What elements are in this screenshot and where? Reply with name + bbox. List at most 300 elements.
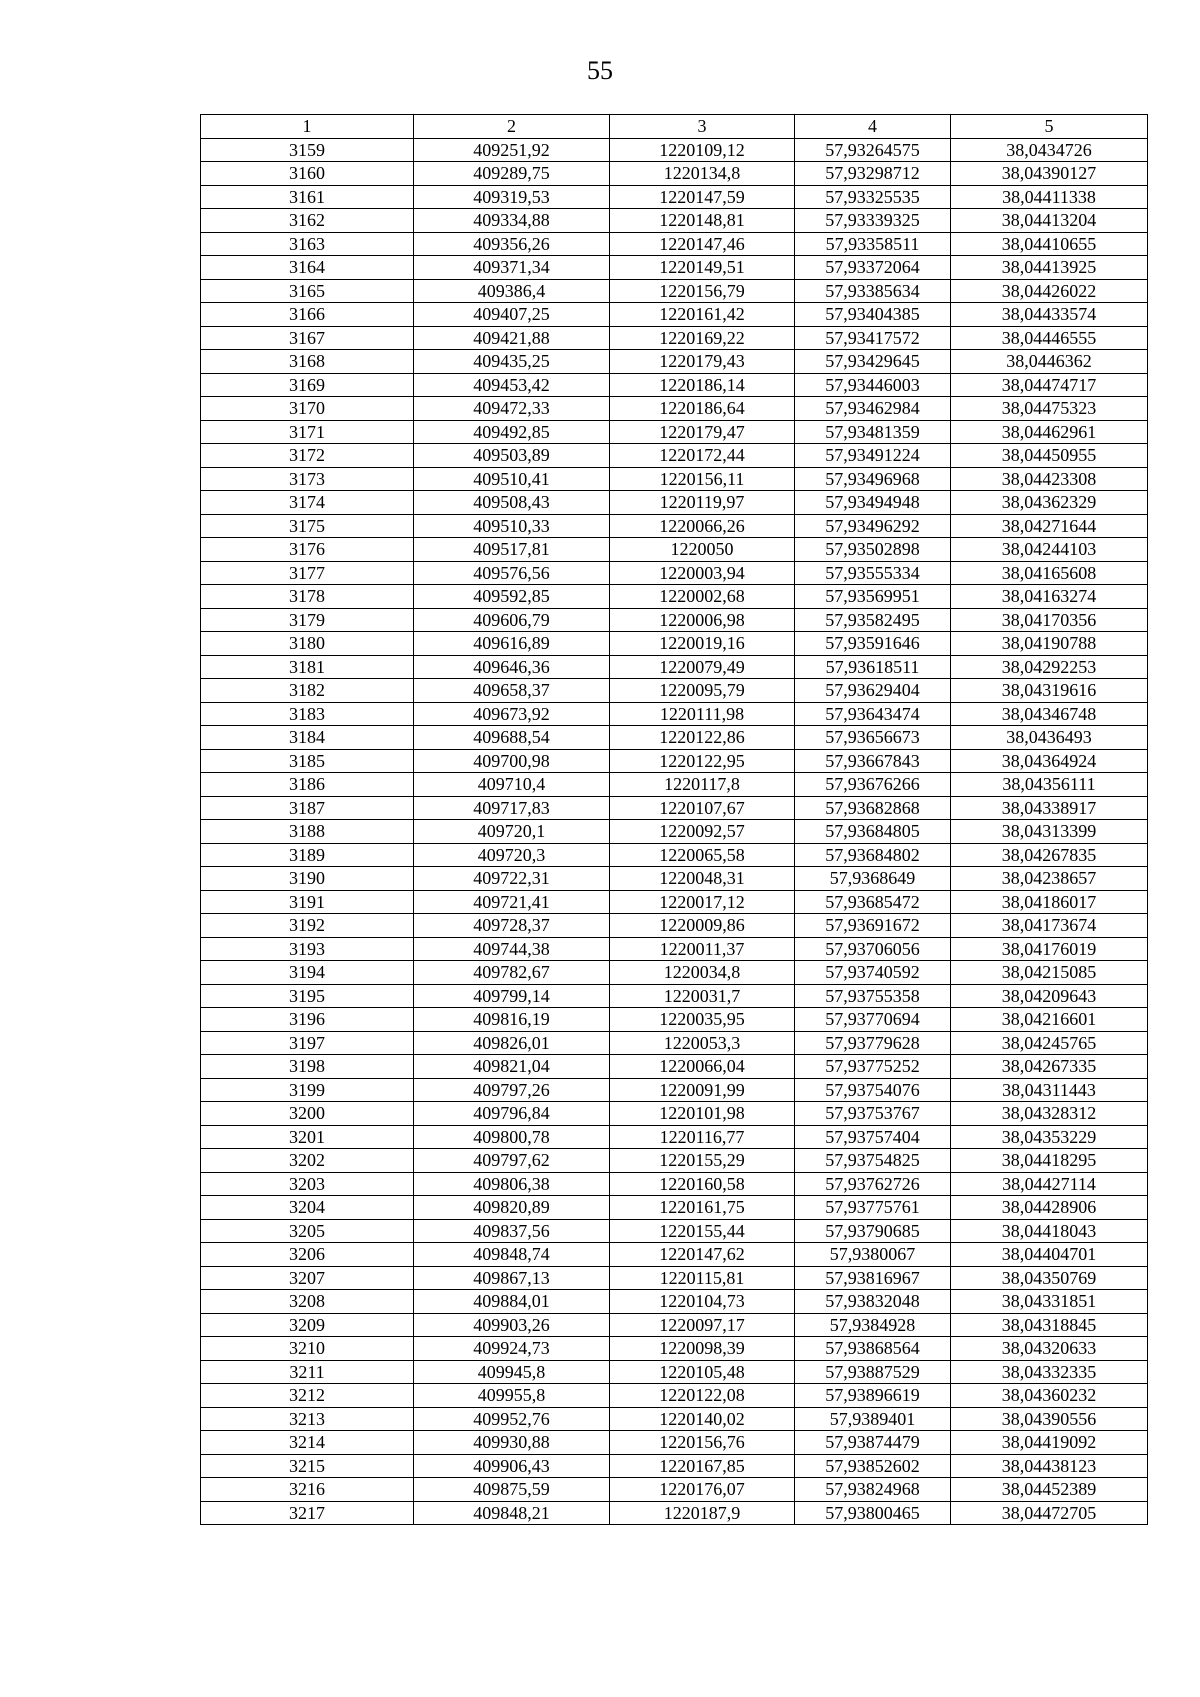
longitude-cell: 38,04267835	[951, 843, 1148, 867]
y-coordinate-cell: 1220107,67	[610, 796, 795, 820]
longitude-cell: 38,04267335	[951, 1055, 1148, 1079]
x-coordinate-cell: 409700,98	[414, 749, 610, 773]
x-coordinate-cell: 409508,43	[414, 491, 610, 515]
x-coordinate-cell: 409826,01	[414, 1031, 610, 1055]
longitude-cell: 38,04423308	[951, 467, 1148, 491]
latitude-cell: 57,93591646	[795, 632, 951, 656]
table-row	[201, 726, 1148, 750]
latitude-cell: 57,93325535	[795, 185, 951, 209]
table-row	[201, 1055, 1148, 1079]
latitude-cell: 57,93404385	[795, 303, 951, 327]
x-coordinate-cell: 409806,38	[414, 1172, 610, 1196]
latitude-cell: 57,93494948	[795, 491, 951, 515]
point-number-cell: 3199	[201, 1078, 414, 1102]
table-row	[201, 679, 1148, 703]
point-number-cell: 3184	[201, 726, 414, 750]
y-coordinate-cell: 1220147,46	[610, 232, 795, 256]
longitude-cell: 38,04404701	[951, 1243, 1148, 1267]
y-coordinate-cell: 1220116,77	[610, 1125, 795, 1149]
y-coordinate-cell: 1220117,8	[610, 773, 795, 797]
latitude-cell: 57,93481359	[795, 420, 951, 444]
point-number-cell: 3171	[201, 420, 414, 444]
longitude-cell: 38,04331851	[951, 1290, 1148, 1314]
x-coordinate-cell: 409820,89	[414, 1196, 610, 1220]
column-header-1: 1	[201, 115, 414, 139]
y-coordinate-cell: 1220066,04	[610, 1055, 795, 1079]
latitude-cell: 57,93790685	[795, 1219, 951, 1243]
y-coordinate-cell: 1220148,81	[610, 209, 795, 233]
y-coordinate-cell: 1220098,39	[610, 1337, 795, 1361]
point-number-cell: 3194	[201, 961, 414, 985]
y-coordinate-cell: 1220179,43	[610, 350, 795, 374]
point-number-cell: 3164	[201, 256, 414, 280]
longitude-cell: 38,0434726	[951, 138, 1148, 162]
table-row	[201, 773, 1148, 797]
latitude-cell: 57,93775761	[795, 1196, 951, 1220]
latitude-cell: 57,93852602	[795, 1454, 951, 1478]
longitude-cell: 38,04346748	[951, 702, 1148, 726]
longitude-cell: 38,04271644	[951, 514, 1148, 538]
latitude-cell: 57,93491224	[795, 444, 951, 468]
point-number-cell: 3192	[201, 914, 414, 938]
point-number-cell: 3162	[201, 209, 414, 233]
x-coordinate-cell: 409837,56	[414, 1219, 610, 1243]
table-row	[201, 514, 1148, 538]
table-row	[201, 420, 1148, 444]
point-number-cell: 3193	[201, 937, 414, 961]
latitude-cell: 57,93753767	[795, 1102, 951, 1126]
table-row	[201, 561, 1148, 585]
latitude-cell: 57,93555334	[795, 561, 951, 585]
x-coordinate-cell: 409606,79	[414, 608, 610, 632]
x-coordinate-cell: 409356,26	[414, 232, 610, 256]
x-coordinate-cell: 409728,37	[414, 914, 610, 938]
y-coordinate-cell: 1220105,48	[610, 1360, 795, 1384]
latitude-cell: 57,93684805	[795, 820, 951, 844]
latitude-cell: 57,93682868	[795, 796, 951, 820]
point-number-cell: 3216	[201, 1478, 414, 1502]
y-coordinate-cell: 1220147,59	[610, 185, 795, 209]
x-coordinate-cell: 409744,38	[414, 937, 610, 961]
table-row	[201, 984, 1148, 1008]
x-coordinate-cell: 409906,43	[414, 1454, 610, 1478]
longitude-cell: 38,04418295	[951, 1149, 1148, 1173]
point-number-cell: 3211	[201, 1360, 414, 1384]
y-coordinate-cell: 1220003,94	[610, 561, 795, 585]
table-row	[201, 1172, 1148, 1196]
table-row	[201, 1478, 1148, 1502]
y-coordinate-cell: 1220134,8	[610, 162, 795, 186]
latitude-cell: 57,93800465	[795, 1501, 951, 1525]
table-row	[201, 1031, 1148, 1055]
y-coordinate-cell: 1220065,58	[610, 843, 795, 867]
table-row	[201, 1290, 1148, 1314]
point-number-cell: 3202	[201, 1149, 414, 1173]
table-row	[201, 1454, 1148, 1478]
latitude-cell: 57,93462984	[795, 397, 951, 421]
point-number-cell: 3176	[201, 538, 414, 562]
header-row	[201, 115, 1148, 139]
x-coordinate-cell: 409710,4	[414, 773, 610, 797]
latitude-cell: 57,93676266	[795, 773, 951, 797]
y-coordinate-cell: 1220097,17	[610, 1313, 795, 1337]
latitude-cell: 57,93667843	[795, 749, 951, 773]
x-coordinate-cell: 409799,14	[414, 984, 610, 1008]
point-number-cell: 3204	[201, 1196, 414, 1220]
table-row	[201, 1313, 1148, 1337]
point-number-cell: 3207	[201, 1266, 414, 1290]
x-coordinate-cell: 409717,83	[414, 796, 610, 820]
point-number-cell: 3189	[201, 843, 414, 867]
latitude-cell: 57,9368649	[795, 867, 951, 891]
longitude-cell: 38,04433574	[951, 303, 1148, 327]
x-coordinate-cell: 409688,54	[414, 726, 610, 750]
point-number-cell: 3185	[201, 749, 414, 773]
x-coordinate-cell: 409453,42	[414, 373, 610, 397]
latitude-cell: 57,93770694	[795, 1008, 951, 1032]
table-row	[201, 749, 1148, 773]
point-number-cell: 3200	[201, 1102, 414, 1126]
x-coordinate-cell: 409797,26	[414, 1078, 610, 1102]
latitude-cell: 57,93569951	[795, 585, 951, 609]
table-row	[201, 373, 1148, 397]
x-coordinate-cell: 409903,26	[414, 1313, 610, 1337]
longitude-cell: 38,04410655	[951, 232, 1148, 256]
x-coordinate-cell: 409720,1	[414, 820, 610, 844]
y-coordinate-cell: 1220172,44	[610, 444, 795, 468]
point-number-cell: 3213	[201, 1407, 414, 1431]
point-number-cell: 3178	[201, 585, 414, 609]
point-number-cell: 3214	[201, 1431, 414, 1455]
latitude-cell: 57,93417572	[795, 326, 951, 350]
y-coordinate-cell: 1220156,76	[610, 1431, 795, 1455]
table-row	[201, 491, 1148, 515]
table-row	[201, 1219, 1148, 1243]
latitude-cell: 57,93691672	[795, 914, 951, 938]
x-coordinate-cell: 409251,92	[414, 138, 610, 162]
x-coordinate-cell: 409616,89	[414, 632, 610, 656]
x-coordinate-cell: 409796,84	[414, 1102, 610, 1126]
latitude-cell: 57,93643474	[795, 702, 951, 726]
latitude-cell: 57,93429645	[795, 350, 951, 374]
longitude-cell: 38,04165608	[951, 561, 1148, 585]
table-row	[201, 1337, 1148, 1361]
y-coordinate-cell: 1220017,12	[610, 890, 795, 914]
point-number-cell: 3170	[201, 397, 414, 421]
table-row	[201, 1008, 1148, 1032]
y-coordinate-cell: 1220048,31	[610, 867, 795, 891]
point-number-cell: 3187	[201, 796, 414, 820]
longitude-cell: 38,04163274	[951, 585, 1148, 609]
longitude-cell: 38,04450955	[951, 444, 1148, 468]
x-coordinate-cell: 409721,41	[414, 890, 610, 914]
latitude-cell: 57,9380067	[795, 1243, 951, 1267]
y-coordinate-cell: 1220019,16	[610, 632, 795, 656]
table-row	[201, 655, 1148, 679]
latitude-cell: 57,93684802	[795, 843, 951, 867]
column-header-2: 2	[414, 115, 610, 139]
table-row	[201, 1431, 1148, 1455]
y-coordinate-cell: 1220122,08	[610, 1384, 795, 1408]
point-number-cell: 3173	[201, 467, 414, 491]
longitude-cell: 38,04176019	[951, 937, 1148, 961]
latitude-cell: 57,93496968	[795, 467, 951, 491]
y-coordinate-cell: 1220140,02	[610, 1407, 795, 1431]
table-row	[201, 162, 1148, 186]
latitude-cell: 57,93874479	[795, 1431, 951, 1455]
longitude-cell: 38,04238657	[951, 867, 1148, 891]
y-coordinate-cell: 1220186,64	[610, 397, 795, 421]
table-row	[201, 796, 1148, 820]
x-coordinate-cell: 409421,88	[414, 326, 610, 350]
table-row	[201, 867, 1148, 891]
longitude-cell: 38,04216601	[951, 1008, 1148, 1032]
longitude-cell: 38,04462961	[951, 420, 1148, 444]
x-coordinate-cell: 409875,59	[414, 1478, 610, 1502]
table-row	[201, 350, 1148, 374]
latitude-cell: 57,93868564	[795, 1337, 951, 1361]
longitude-cell: 38,04360232	[951, 1384, 1148, 1408]
point-number-cell: 3182	[201, 679, 414, 703]
x-coordinate-cell: 409816,19	[414, 1008, 610, 1032]
table-row	[201, 1501, 1148, 1525]
longitude-cell: 38,04186017	[951, 890, 1148, 914]
point-number-cell: 3195	[201, 984, 414, 1008]
x-coordinate-cell: 409472,33	[414, 397, 610, 421]
table-row	[201, 937, 1148, 961]
x-coordinate-cell: 409673,92	[414, 702, 610, 726]
point-number-cell: 3205	[201, 1219, 414, 1243]
latitude-cell: 57,93896619	[795, 1384, 951, 1408]
point-number-cell: 3190	[201, 867, 414, 891]
longitude-cell: 38,04428906	[951, 1196, 1148, 1220]
x-coordinate-cell: 409848,74	[414, 1243, 610, 1267]
longitude-cell: 38,04320633	[951, 1337, 1148, 1361]
coordinates-table	[200, 114, 1148, 1525]
y-coordinate-cell: 1220161,42	[610, 303, 795, 327]
longitude-cell: 38,04292253	[951, 655, 1148, 679]
x-coordinate-cell: 409386,4	[414, 279, 610, 303]
latitude-cell: 57,93385634	[795, 279, 951, 303]
x-coordinate-cell: 409407,25	[414, 303, 610, 327]
latitude-cell: 57,93816967	[795, 1266, 951, 1290]
table-row	[201, 303, 1148, 327]
y-coordinate-cell: 1220006,98	[610, 608, 795, 632]
latitude-cell: 57,93618511	[795, 655, 951, 679]
page-number: 55	[587, 56, 613, 85]
latitude-cell: 57,93754076	[795, 1078, 951, 1102]
y-coordinate-cell: 1220115,81	[610, 1266, 795, 1290]
table-row	[201, 538, 1148, 562]
longitude-cell: 38,04319616	[951, 679, 1148, 703]
table-row	[201, 326, 1148, 350]
longitude-cell: 38,04332335	[951, 1360, 1148, 1384]
point-number-cell: 3201	[201, 1125, 414, 1149]
longitude-cell: 38,04390127	[951, 162, 1148, 186]
point-number-cell: 3168	[201, 350, 414, 374]
longitude-cell: 38,04190788	[951, 632, 1148, 656]
latitude-cell: 57,93824968	[795, 1478, 951, 1502]
longitude-cell: 38,04452389	[951, 1478, 1148, 1502]
latitude-cell: 57,93706056	[795, 937, 951, 961]
longitude-cell: 38,04475323	[951, 397, 1148, 421]
longitude-cell: 38,04245765	[951, 1031, 1148, 1055]
y-coordinate-cell: 1220147,62	[610, 1243, 795, 1267]
point-number-cell: 3159	[201, 138, 414, 162]
x-coordinate-cell: 409646,36	[414, 655, 610, 679]
longitude-cell: 38,04311443	[951, 1078, 1148, 1102]
x-coordinate-cell: 409510,41	[414, 467, 610, 491]
point-number-cell: 3212	[201, 1384, 414, 1408]
x-coordinate-cell: 409435,25	[414, 350, 610, 374]
x-coordinate-cell: 409289,75	[414, 162, 610, 186]
latitude-cell: 57,93372064	[795, 256, 951, 280]
y-coordinate-cell: 1220035,95	[610, 1008, 795, 1032]
point-number-cell: 3169	[201, 373, 414, 397]
point-number-cell: 3167	[201, 326, 414, 350]
x-coordinate-cell: 409945,8	[414, 1360, 610, 1384]
table-row	[201, 632, 1148, 656]
longitude-cell: 38,04364924	[951, 749, 1148, 773]
y-coordinate-cell: 1220034,8	[610, 961, 795, 985]
point-number-cell: 3186	[201, 773, 414, 797]
point-number-cell: 3197	[201, 1031, 414, 1055]
longitude-cell: 38,04472705	[951, 1501, 1148, 1525]
y-coordinate-cell: 1220186,14	[610, 373, 795, 397]
longitude-cell: 38,0436493	[951, 726, 1148, 750]
point-number-cell: 3206	[201, 1243, 414, 1267]
longitude-cell: 38,04313399	[951, 820, 1148, 844]
y-coordinate-cell: 1220179,47	[610, 420, 795, 444]
longitude-cell: 38,04173674	[951, 914, 1148, 938]
y-coordinate-cell: 1220009,86	[610, 914, 795, 938]
longitude-cell: 38,04413204	[951, 209, 1148, 233]
table-row	[201, 1360, 1148, 1384]
table-row	[201, 467, 1148, 491]
table-body	[201, 138, 1148, 1525]
x-coordinate-cell: 409955,8	[414, 1384, 610, 1408]
point-number-cell: 3165	[201, 279, 414, 303]
longitude-cell: 38,04350769	[951, 1266, 1148, 1290]
x-coordinate-cell: 409821,04	[414, 1055, 610, 1079]
table-row	[201, 138, 1148, 162]
latitude-cell: 57,93685472	[795, 890, 951, 914]
column-header-4: 4	[795, 115, 951, 139]
table-row	[201, 256, 1148, 280]
longitude-cell: 38,04244103	[951, 538, 1148, 562]
column-header-5: 5	[951, 115, 1148, 139]
longitude-cell: 38,04419092	[951, 1431, 1148, 1455]
point-number-cell: 3181	[201, 655, 414, 679]
y-coordinate-cell: 1220066,26	[610, 514, 795, 538]
y-coordinate-cell: 1220031,7	[610, 984, 795, 1008]
y-coordinate-cell: 1220011,37	[610, 937, 795, 961]
latitude-cell: 57,9384928	[795, 1313, 951, 1337]
y-coordinate-cell: 1220155,29	[610, 1149, 795, 1173]
x-coordinate-cell: 409510,33	[414, 514, 610, 538]
y-coordinate-cell: 1220167,85	[610, 1454, 795, 1478]
x-coordinate-cell: 409319,53	[414, 185, 610, 209]
point-number-cell: 3180	[201, 632, 414, 656]
longitude-cell: 38,0446362	[951, 350, 1148, 374]
longitude-cell: 38,04427114	[951, 1172, 1148, 1196]
y-coordinate-cell: 1220156,11	[610, 467, 795, 491]
longitude-cell: 38,04438123	[951, 1454, 1148, 1478]
latitude-cell: 57,93496292	[795, 514, 951, 538]
longitude-cell: 38,04328312	[951, 1102, 1148, 1126]
y-coordinate-cell: 1220122,95	[610, 749, 795, 773]
x-coordinate-cell: 409867,13	[414, 1266, 610, 1290]
point-number-cell: 3160	[201, 162, 414, 186]
longitude-cell: 38,04390556	[951, 1407, 1148, 1431]
table-row	[201, 232, 1148, 256]
x-coordinate-cell: 409658,37	[414, 679, 610, 703]
longitude-cell: 38,04411338	[951, 185, 1148, 209]
latitude-cell: 57,93779628	[795, 1031, 951, 1055]
table-row	[201, 279, 1148, 303]
point-number-cell: 3217	[201, 1501, 414, 1525]
x-coordinate-cell: 409576,56	[414, 561, 610, 585]
table-row	[201, 444, 1148, 468]
y-coordinate-cell: 1220092,57	[610, 820, 795, 844]
point-number-cell: 3210	[201, 1337, 414, 1361]
longitude-cell: 38,04418043	[951, 1219, 1148, 1243]
x-coordinate-cell: 409592,85	[414, 585, 610, 609]
point-number-cell: 3166	[201, 303, 414, 327]
point-number-cell: 3203	[201, 1172, 414, 1196]
x-coordinate-cell: 409930,88	[414, 1431, 610, 1455]
latitude-cell: 57,93446003	[795, 373, 951, 397]
point-number-cell: 3161	[201, 185, 414, 209]
table-row	[201, 185, 1148, 209]
y-coordinate-cell: 1220091,99	[610, 1078, 795, 1102]
longitude-cell: 38,04474717	[951, 373, 1148, 397]
table-row	[201, 1149, 1148, 1173]
point-number-cell: 3191	[201, 890, 414, 914]
longitude-cell: 38,04338917	[951, 796, 1148, 820]
table-row	[201, 397, 1148, 421]
x-coordinate-cell: 409800,78	[414, 1125, 610, 1149]
latitude-cell: 57,9389401	[795, 1407, 951, 1431]
y-coordinate-cell: 1220104,73	[610, 1290, 795, 1314]
y-coordinate-cell: 1220111,98	[610, 702, 795, 726]
longitude-cell: 38,04362329	[951, 491, 1148, 515]
x-coordinate-cell: 409492,85	[414, 420, 610, 444]
y-coordinate-cell: 1220079,49	[610, 655, 795, 679]
x-coordinate-cell: 409924,73	[414, 1337, 610, 1361]
latitude-cell: 57,93629404	[795, 679, 951, 703]
table-row	[201, 608, 1148, 632]
table-row	[201, 843, 1148, 867]
y-coordinate-cell: 1220050	[610, 538, 795, 562]
table-row	[201, 914, 1148, 938]
x-coordinate-cell: 409848,21	[414, 1501, 610, 1525]
latitude-cell: 57,93502898	[795, 538, 951, 562]
latitude-cell: 57,93754825	[795, 1149, 951, 1173]
latitude-cell: 57,93264575	[795, 138, 951, 162]
latitude-cell: 57,93298712	[795, 162, 951, 186]
latitude-cell: 57,93358511	[795, 232, 951, 256]
x-coordinate-cell: 409952,76	[414, 1407, 610, 1431]
table-row	[201, 702, 1148, 726]
y-coordinate-cell: 1220176,07	[610, 1478, 795, 1502]
x-coordinate-cell: 409503,89	[414, 444, 610, 468]
y-coordinate-cell: 1220122,86	[610, 726, 795, 750]
point-number-cell: 3188	[201, 820, 414, 844]
x-coordinate-cell: 409797,62	[414, 1149, 610, 1173]
latitude-cell: 57,93762726	[795, 1172, 951, 1196]
table-row	[201, 1078, 1148, 1102]
